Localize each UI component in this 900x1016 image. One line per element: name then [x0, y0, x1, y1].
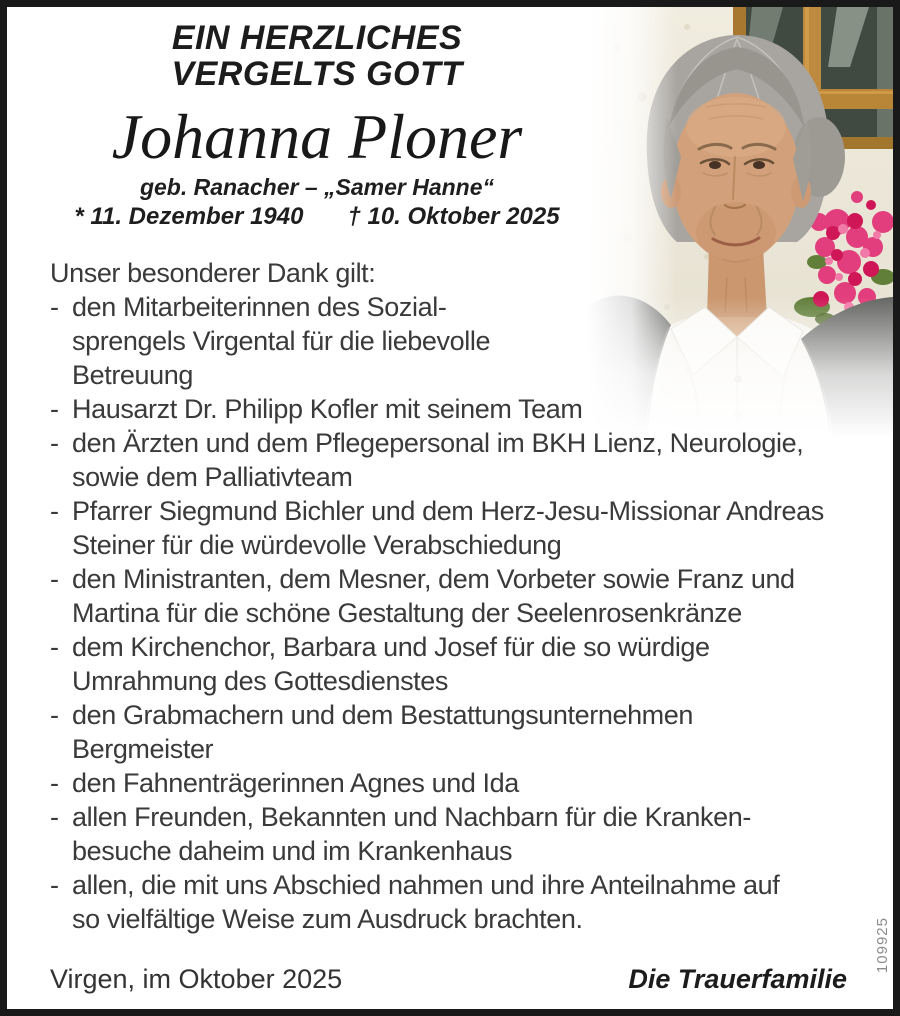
thanks-line: allen, die mit uns Abschied nahmen und ihre Anteilnahme auf [72, 870, 780, 900]
footer [50, 963, 847, 995]
list-dash: - [50, 564, 59, 594]
thanks-line: besuche daheim und im Krankenhaus [72, 836, 513, 866]
thanks-line: Bergmeister [72, 734, 214, 764]
list-dash: - [50, 428, 59, 458]
signature: Die Trauerfamilie [628, 964, 847, 994]
headline-line2: VERGELTS GOTT [171, 55, 463, 93]
headline-line1: EIN HERZLICHES [171, 19, 463, 57]
list-dash: - [50, 768, 59, 798]
list-dash: - [50, 802, 59, 832]
list-dash: - [50, 292, 59, 322]
thanks-line: Betreuung [72, 360, 193, 390]
thanks-line: den Fahnenträgerinnen Agnes und Ida [72, 768, 519, 798]
thanks-item [50, 630, 880, 698]
death-date: † 10. Oktober 2025 [347, 203, 560, 230]
thanks-list [50, 290, 880, 936]
thanks-item [50, 426, 880, 494]
thanks-item [50, 800, 880, 868]
thanks-line: Pfarrer Siegmund Bichler und dem Herz-Jesu-Missionar Andreas [72, 496, 824, 526]
print-number: 109925 [874, 916, 891, 973]
thanks-line: Umrahmung des Gottesdienstes [72, 666, 448, 696]
thanks-text [50, 256, 880, 936]
intro-line: Unser besonderer Dank gilt: [50, 258, 376, 288]
thanks-line: sprengels Virgental für die liebevolle [72, 326, 491, 356]
thanks-line: dem Kirchenchor, Barbara und Josef für die so würdige [72, 632, 710, 662]
thanks-line: Martina für die schöne Gestaltung der Seelenrosenkränze [72, 598, 742, 628]
deceased-name: Johanna Ploner [111, 101, 523, 172]
thanks-line: so vielfältige Weise zum Ausdruck brachten. [72, 904, 583, 934]
thanks-item [50, 494, 880, 562]
thanks-line: den Ärzten und dem Pflegepersonal im BKH Lienz, Neurologie, [72, 428, 804, 458]
list-dash: - [50, 700, 59, 730]
birth-date: * 11. Dezember 1940 [74, 203, 304, 230]
thanks-line: den Ministranten, dem Mesner, dem Vorbeter sowie Franz und [72, 564, 795, 594]
thanks-item [50, 698, 880, 766]
list-dash: - [50, 394, 59, 424]
thanks-line: allen Freunden, Bekannten und Nachbarn für die Kranken- [72, 802, 751, 832]
thanks-line: sowie dem Palliativteam [72, 462, 353, 492]
thanks-item [50, 562, 880, 630]
thanks-line: den Mitarbeiterinnen des Sozial- [72, 292, 447, 322]
thanks-line: den Grabmachern und dem Bestattungsunternehmen [72, 700, 694, 730]
thanks-line: Hausarzt Dr. Philipp Kofler mit seinem Team [72, 394, 583, 424]
life-dates [7, 203, 627, 231]
thanks-line: Steiner für die würdevolle Verabschiedung [72, 530, 562, 560]
list-dash: - [50, 496, 59, 526]
header [7, 20, 627, 231]
list-dash: - [50, 870, 59, 900]
thanks-item [50, 290, 880, 392]
thanks-item [50, 392, 880, 426]
list-dash: - [50, 632, 59, 662]
maiden-name-line: geb. Ranacher – „Samer Hanne“ [139, 174, 495, 200]
thanks-item [50, 766, 880, 800]
thanks-item [50, 868, 880, 936]
place-date: Virgen, im Oktober 2025 [50, 964, 343, 994]
